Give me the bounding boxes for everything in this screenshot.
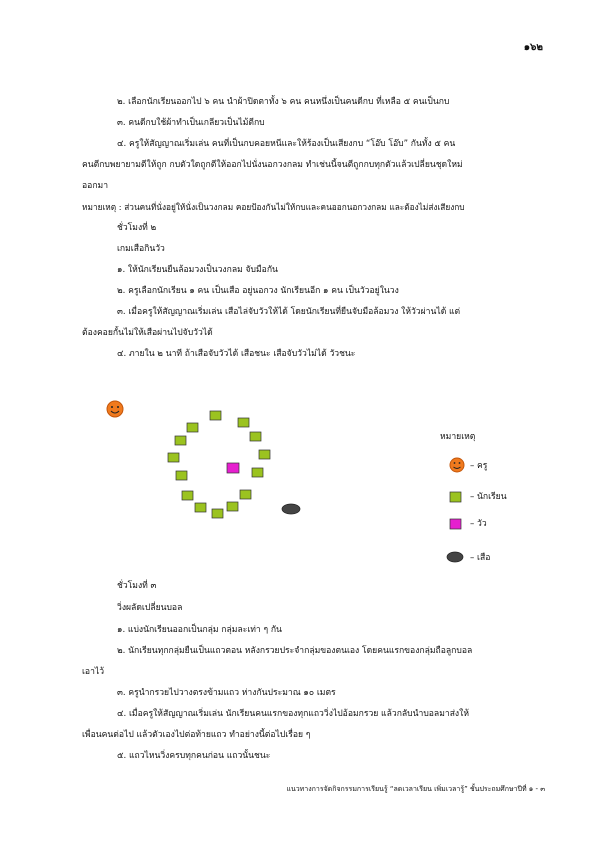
section1-item4-line1: ๔. ครูให้สัญญาณเริ่มเล่น คนที่เป็นกบคอยหนีและให้ร้องเป็นเสียงกบ “โอ๊บ โอ๊บ” กันทั้ง ๕ คน [117, 139, 456, 149]
student-square-icon [187, 423, 198, 432]
hour2-game-title: เกมเสือกินวัว [117, 244, 165, 254]
student-square-icon [168, 453, 179, 462]
section1-item2: ๒. เลือกนักเรียนออกไป ๖ คน นำผ้าปิดตาทั้ง ๖ คน คนหนึ่งเป็นคนดีกบ ที่เหลือ ๕ คนเป็นกบ [117, 97, 450, 107]
legend-label-teacher: – ครู [470, 461, 488, 471]
legend-cow-icon [450, 519, 461, 529]
legend-tiger-icon [447, 552, 463, 562]
page-number: ๑๖๒ [523, 42, 543, 53]
hour3-step5: ๕. แถวไหนวิ่งครบทุกคนก่อน แถวนั้นชนะ [117, 751, 271, 761]
hour2-step3-line2: ต้องคอยกั้นไม่ให้เสือผ่านไปจับวัวได้ [82, 328, 213, 338]
section1-item4-line2: คนตีกบพยายามตีให้ถูก กบตัวใดถูกตีให้ออกไปนั่งนอกวงกลม ทำเช่นนี้จนตีถูกกบทุกตัวแล้วเปลี่ยนชุดใหม่ [82, 160, 463, 170]
student-circle [168, 411, 270, 518]
page-footer: แนวทางการจัดกิจกรรมการเรียนรู้ “ลดเวลาเรียน เพิ่มเวลารู้” ชั้นประถมศึกษาปีที่ ๑ - ๓ [286, 785, 545, 793]
hour3-step2-line2: เอาไว้ [82, 667, 105, 677]
hour2-step2: ๒. ครูเลือกนักเรียน ๑ คน เป็นเสือ อยู่นอกวง นักเรียนอีก ๑ คน เป็นวัวอยู่ในวง [117, 286, 399, 296]
legend-title: หมายเหตุ [440, 432, 476, 442]
hour3-step1: ๑. แบ่งนักเรียนออกเป็นกลุ่ม กลุ่มละเท่า ๆ กัน [117, 625, 282, 635]
section1-item4-line3: ออกมา [82, 181, 109, 191]
student-square-icon [176, 471, 187, 480]
student-square-icon [212, 509, 223, 518]
legend-student-icon [450, 492, 461, 502]
hour3-heading: ชั่วโมงที่ ๓ [117, 581, 157, 591]
student-square-icon [252, 468, 263, 477]
legend-label-tiger: – เสือ [470, 553, 491, 563]
section1-item3: ๓. คนดีกบใช้ผ้าทำเป็นเกลียวเป็นไม้ตีกบ [117, 118, 265, 128]
hour2-step3-line1: ๓. เมื่อครูให้สัญญาณเริ่มเล่น เสือไล่จับวัวให้ได้ โดยนักเรียนที่ยืนจับมือล้อมวง ให้วัวผ่านได้ แต่ [117, 307, 461, 317]
hour2-heading: ชั่วโมงที่ ๒ [117, 223, 157, 233]
hour3-step3: ๓. ครูนำกรวยไปวางตรงข้ามแถว ห่างกันประมาณ ๑๐ เมตร [117, 688, 336, 698]
legend-label-cow: – วัว [470, 519, 487, 529]
hour3-step4-line1: ๔. เมื่อครูให้สัญญาณเริ่มเล่น นักเรียนคนแรกของทุกแถววิ่งไปอ้อมกรวย แล้วกลับนำบอลมาส่งให้ [117, 709, 469, 719]
section1-note: หมายเหตุ : ส่วนคนที่นั่งอยู่ให้นั่งเป็นวงกลม คอยป้องกันไม่ให้กบและคนออกนอกวงกลม และต้องไม่ส่งเสียงกบ [82, 202, 465, 212]
cow-square-icon [227, 463, 239, 473]
hour3-step4-line2: เพื่อนคนต่อไป แล้วตัวเองไปต่อท้ายแถว ทำอย่างนี้ต่อไปเรื่อย ๆ [82, 730, 311, 740]
hour3-game-title: วิ่งผลัดเปลี่ยนบอล [117, 603, 183, 613]
hour2-step4: ๔. ภายใน ๒ นาที ถ้าเสือจับวัวได้ เสือชนะ เสือจับวัวไม่ได้ วัวชนะ [117, 349, 356, 359]
tiger-ellipse-icon [282, 504, 300, 514]
teacher-smiley-icon [107, 401, 123, 417]
student-square-icon [210, 411, 221, 420]
student-square-icon [238, 418, 249, 427]
student-square-icon [227, 502, 238, 511]
hour3-step2-line1: ๒. นักเรียนทุกกลุ่มยืนเป็นแถวตอน หลังกรวยประจำกลุ่มของตนเอง โดยคนแรกของกลุ่มถือลูกบอล [117, 646, 473, 656]
student-square-icon [182, 491, 193, 500]
student-square-icon [250, 432, 261, 441]
student-square-icon [259, 450, 270, 459]
hour2-step1: ๑. ให้นักเรียนยืนล้อมวงเป็นวงกลม จับมือกัน [117, 265, 278, 275]
student-square-icon [175, 436, 186, 445]
legend-teacher-icon [450, 458, 464, 472]
student-square-icon [240, 490, 251, 499]
legend-label-student: – นักเรียน [470, 492, 507, 502]
student-square-icon [195, 503, 206, 512]
